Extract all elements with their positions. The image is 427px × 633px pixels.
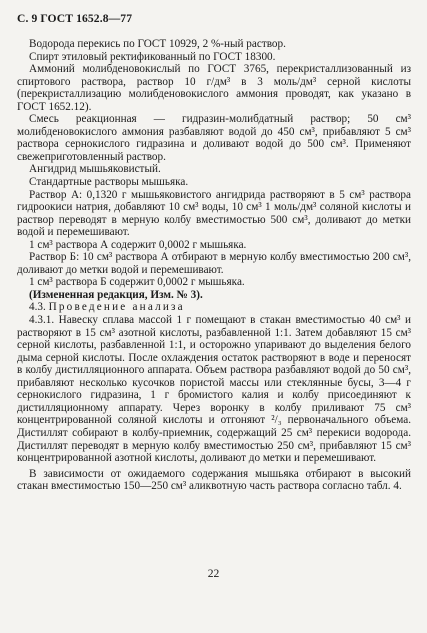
paragraph-arsenic-anhydride: Ангидрид мышьяковистый. bbox=[29, 163, 161, 176]
page-number: 22 bbox=[207, 567, 220, 580]
section-number: 4.3. bbox=[29, 301, 46, 314]
paragraph-solution-b: Раствор Б: 10 см³ раствора А отбирают в мерную колбу вместимостью 200 см³, доливают до метки водой и перемешивают. bbox=[17, 251, 411, 276]
paragraph-solution-a-content: 1 см³ раствора А содержит 0,0002 г мышьяка. bbox=[29, 238, 247, 251]
paragraph-procedure-4-3-1: 4.3.1. Навеску сплава массой 1 г помещают в стакан вместимостью 40 см³ и растворяют в 15 см³ азотной кислоты, разбавленной 1:1. Затем добавляют 15 см³ серной кислоты, разбавленной 1:1, и осторожно упаривают до выделения белого дыма серной кислоты. После охлаждения остаток растворяют в воде и переносят в колбу дистилляционного аппарата. Объем раствора разбавляют водой до 50 см³, прибавляют несколько кусочков пористой массы или стеклянные бусы, 3—4 г сернокислого гидразина, 1 г бромистого калия и колбу присоединяют к дистилляционному аппарату. Через воронку в колбу приливают 75 см³ концентрированной соляной кислоты и отгоняют ²/₃ первоначального объема. Дистиллят собирают в колбу-приемник, содержащий 25 см³ перекиси водорода. Дистиллят переводят в мерную колбу вместимостью 250 см³, прибавляют 15 см³ концентрированной азотной кислоты, доливают до метки и перемешивают. bbox=[17, 314, 411, 465]
paragraph-solution-b-content: 1 см³ раствора Б содержит 0,0002 г мышьяка. bbox=[29, 276, 245, 289]
paragraph-reaction-mixture: Смесь реакционная — гидразин-молибдатный раствор; 50 см³ молибденовокислого аммония разбавляют водой до 450 см³, прибавляют 5 см³ раствора сернокислого гидразина и доливают водой до 500 см³. Применяют свежеприготовленный раствор. bbox=[17, 113, 411, 163]
paragraph-ethyl-alcohol: Спирт этиловый ректификованный по ГОСТ 18300. bbox=[29, 50, 276, 63]
section-heading bbox=[17, 301, 411, 314]
paragraph-ammonium-molybdate: Аммоний молибденовокислый по ГОСТ 3765, перекристаллизованный из спиртового раствора, раствор 10 г/дм³ в 3 моль/дм³ серной кислоты (перекристаллизацию молибденовокислого аммония проводят, как указано в ГОСТ 1652.12). bbox=[17, 63, 411, 113]
paragraph-standard-solutions: Стандартные растворы мышьяка. bbox=[29, 176, 189, 189]
section-title: Проведение анализа bbox=[48, 301, 185, 314]
paragraph-aliquot: В зависимости от ожидаемого содержания мышьяка отбирают в высокий стакан вместимостью 150—250 см³ аликвотную часть раствора согласно табл. 4. bbox=[17, 467, 411, 493]
amendment-note: (Измененная редакция, Изм. № 3). bbox=[29, 288, 203, 301]
document-body bbox=[17, 38, 411, 493]
paragraph-solution-a: Раствор А: 0,1320 г мышьяковистого ангидрида растворяют в 5 см³ раствора гидроокиси натрия, добавляют 10 см³ воды, 10 см³ 1 моль/дм³ соляной кислоты и раствор переводят в мерную колбу вместимостью 500 см³, доливают до метки водой и перемешивают. bbox=[17, 188, 411, 239]
paragraph-hydrogen-peroxide: Водорода перекись по ГОСТ 10929, 2 %-ный раствор. bbox=[29, 38, 286, 50]
page-header: С. 9 ГОСТ 1652.8—77 bbox=[17, 12, 133, 25]
